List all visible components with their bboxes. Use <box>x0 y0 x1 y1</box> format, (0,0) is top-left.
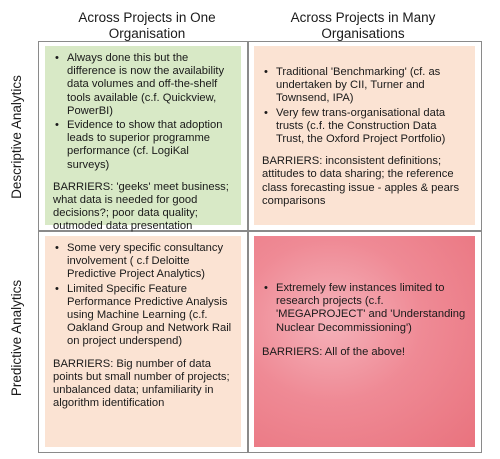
bullet-list <box>53 242 233 349</box>
barriers-text: BARRIERS: All of the above! <box>262 345 406 358</box>
list-item: • Extremely few instances limited to research projects (c.f. 'MEGAPROJECT' and 'Understanding Nuclear Decommissioning') <box>276 282 467 335</box>
row-header-descriptive-analytics: Descriptive Analytics <box>9 75 24 199</box>
column-header-many-organisations: Across Projects in Many Organisations <box>290 10 436 41</box>
row-header-predictive-analytics: Predictive Analytics <box>9 279 24 397</box>
bullet-list <box>262 66 467 146</box>
list-item: • Always done this but the difference is now the availability data volumes and off-the-shelf tools available (c.f. Quickview, PowerBI) <box>67 52 233 118</box>
barriers-text: BARRIERS: Big number of data points but small number of projects; unbalanced data; unfamiliarity in algorithm identification <box>53 357 230 410</box>
list-item: • Limited Specific Feature Performance Predictive Analysis using Machine Learning (c.f. Oakland Group and Network Rail on project underspend) <box>67 283 233 349</box>
cell-descriptive-one-organisation <box>45 46 241 233</box>
list-item: • Very few trans-organisational data trusts (c.f. the Construction Data Trust, the Oxford Project Portfolio) <box>276 107 467 147</box>
bullet-list <box>262 282 467 335</box>
barriers-text: BARRIERS: 'geeks' meet business; what data is needed for good decisions?; poor data quality; outmoded data presentation <box>53 180 229 233</box>
cell-predictive-many-organisations <box>254 236 475 447</box>
matrix-vertical-divider <box>247 41 249 453</box>
bullet-list <box>53 52 233 172</box>
list-item: • Evidence to show that adoption leads to superior programme performance (cf. LogiKal surveys) <box>67 119 233 172</box>
cell-predictive-one-organisation <box>45 236 241 447</box>
column-header-one-organisation: Across Projects in One Organisation <box>78 10 216 41</box>
cell-descriptive-many-organisations <box>254 46 475 225</box>
barriers-text: BARRIERS: inconsistent definitions; attitudes to data sharing; the reference class forecasting issue - apples & pears comparisons <box>262 155 460 207</box>
list-item: • Traditional 'Benchmarking' (cf. as undertaken by CII, Turner and Townsend, IPA) <box>276 66 467 106</box>
list-item: • Some very specific consultancy involvement ( c.f Deloitte Predictive Project Analytics) <box>67 242 233 282</box>
